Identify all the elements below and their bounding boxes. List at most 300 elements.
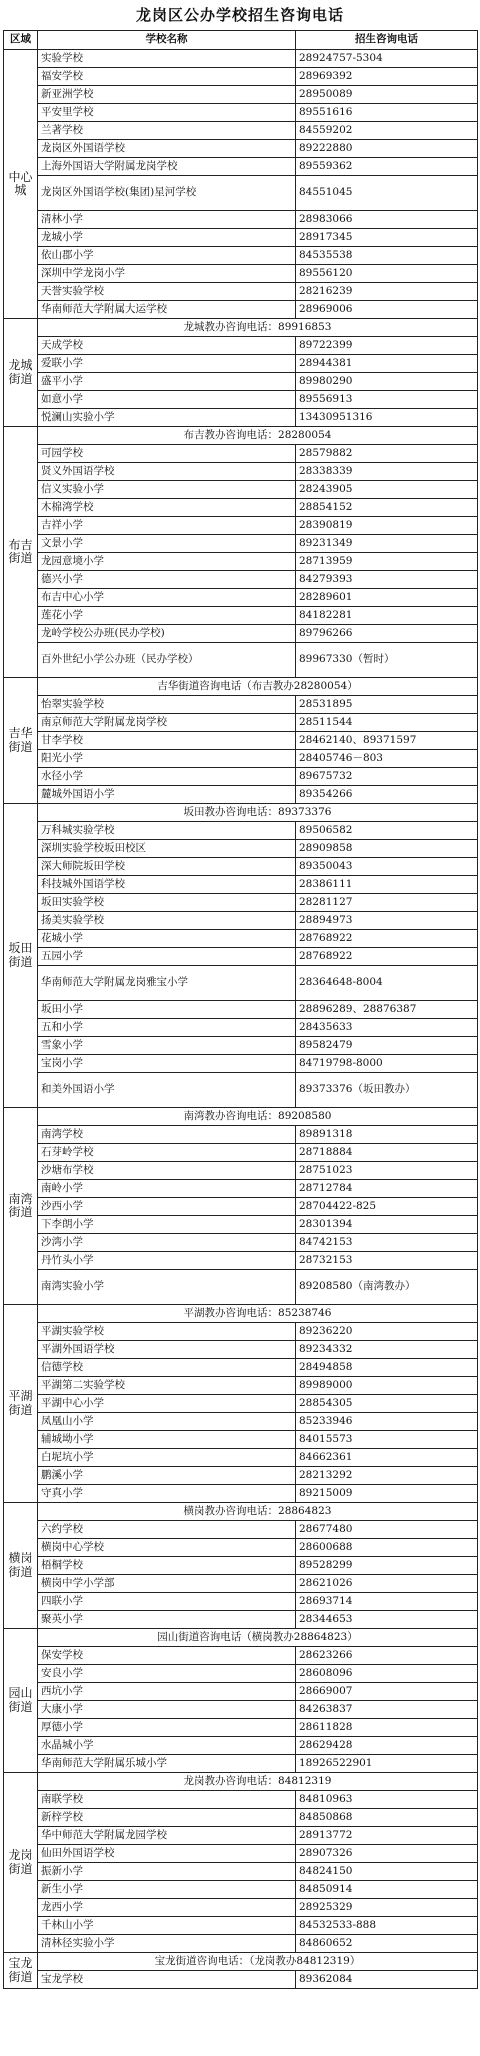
school-name: 南联学校	[38, 1791, 296, 1809]
region-text-line: 南湾	[8, 1191, 33, 1206]
phone-number: 89373376（坂田教办）	[296, 1073, 478, 1108]
phone-number: 28768922	[296, 930, 478, 948]
school-name: 深大师院坂田学校	[38, 858, 296, 876]
table-row	[4, 1019, 478, 1037]
school-name: 清林径实验小学	[38, 1935, 296, 1953]
table-row	[4, 337, 478, 355]
phone-number: 28621026	[296, 1575, 478, 1593]
region-text-line: 中心	[8, 169, 33, 184]
table-row	[4, 391, 478, 409]
region-text-line: 街道	[8, 1564, 33, 1579]
table-row	[4, 768, 478, 786]
school-name: 梧桐学校	[38, 1557, 296, 1575]
table-row	[4, 158, 478, 176]
region-text-line: 街道	[8, 1699, 33, 1714]
header-region: 区域	[4, 31, 38, 50]
table-row	[4, 607, 478, 625]
school-name: 宝岗小学	[38, 1055, 296, 1073]
phone-number: 28494858	[296, 1359, 478, 1377]
phone-number: 84279393	[296, 571, 478, 589]
district-banner-row	[4, 804, 478, 822]
region-cell	[4, 804, 38, 1108]
school-name: 德兴小学	[38, 571, 296, 589]
table-row	[4, 553, 478, 571]
table-row	[4, 948, 478, 966]
school-name: 五和小学	[38, 1019, 296, 1037]
district-hotline: 吉华街道咨询电话（布吉教办28280054）	[38, 678, 478, 696]
phone-number: 89551616	[296, 104, 478, 122]
header-school-name: 学校名称	[38, 31, 296, 50]
phone-number: 89528299	[296, 1557, 478, 1575]
phone-number: 89556120	[296, 265, 478, 283]
phone-number: 89559362	[296, 158, 478, 176]
school-name: 和美外国语小学	[38, 1073, 296, 1108]
table-row	[4, 732, 478, 750]
region-text-line: 街道	[8, 954, 33, 969]
district-banner-row	[4, 1953, 478, 1971]
table-row	[4, 1791, 478, 1809]
phone-number: 28713959	[296, 553, 478, 571]
table-row	[4, 1449, 478, 1467]
district-hotline: 龙岗教办咨询电话：84812319	[38, 1773, 478, 1791]
phone-number: 28712784	[296, 1180, 478, 1198]
table-row	[4, 1647, 478, 1665]
phone-number: 28896289、28876387	[296, 1001, 478, 1019]
district-banner-row	[4, 319, 478, 337]
phone-number: 28405746－803	[296, 750, 478, 768]
phone-number: 28913772	[296, 1827, 478, 1845]
school-name: 厚德小学	[38, 1719, 296, 1737]
table-row	[4, 301, 478, 319]
phone-number: 89891318	[296, 1126, 478, 1144]
school-name: 丹竹头小学	[38, 1252, 296, 1270]
table-row	[4, 265, 478, 283]
phone-number: 28907326	[296, 1845, 478, 1863]
phone-number: 28669007	[296, 1683, 478, 1701]
school-name: 千林山小学	[38, 1917, 296, 1935]
school-name: 仙田外国语学校	[38, 1845, 296, 1863]
region-text-line: 街道	[8, 551, 33, 565]
table-row	[4, 840, 478, 858]
school-name: 安良小学	[38, 1665, 296, 1683]
table-row	[4, 1575, 478, 1593]
table-row	[4, 1073, 478, 1108]
school-name: 鹏溪小学	[38, 1467, 296, 1485]
table-row	[4, 1377, 478, 1395]
region-text-line: 街道	[8, 371, 33, 386]
table-row	[4, 1252, 478, 1270]
phone-number: 28768922	[296, 948, 478, 966]
table-row	[4, 1216, 478, 1234]
table-row	[4, 1539, 478, 1557]
phone-number: 28338339	[296, 463, 478, 481]
district-banner-row	[4, 1503, 478, 1521]
table-header-row	[4, 31, 478, 50]
school-name: 南湾实验小学	[38, 1270, 296, 1305]
phone-number: 28944381	[296, 355, 478, 373]
table-row	[4, 50, 478, 68]
district-hotline: 横岗教办咨询电话：28864823	[38, 1503, 478, 1521]
table-row	[4, 1359, 478, 1377]
phone-number: 84850868	[296, 1809, 478, 1827]
region-text-line: 坂田	[8, 941, 33, 956]
school-name: 悦澜山实验小学	[38, 409, 296, 427]
region-cell	[4, 1305, 38, 1503]
table-row	[4, 1270, 478, 1305]
phone-number: 28511544	[296, 714, 478, 732]
region-text-line: 街道	[8, 1402, 33, 1417]
school-name: 甘李学校	[38, 732, 296, 750]
phone-number: 28611828	[296, 1719, 478, 1737]
school-name: 守真小学	[38, 1485, 296, 1503]
phone-number: 28854152	[296, 499, 478, 517]
phone-number: 89980290	[296, 373, 478, 391]
region-text-line: 横岗	[8, 1551, 33, 1566]
phone-number: 28909858	[296, 840, 478, 858]
school-name: 平湖外国语学校	[38, 1341, 296, 1359]
district-hotline: 宝龙街道咨询电话：（龙岗教办84812319）	[38, 1953, 478, 1971]
table-body	[4, 50, 478, 1989]
phone-number: 28924757-5304	[296, 50, 478, 68]
district-hotline: 园山街道咨询电话（横岗教办28864823）	[38, 1629, 478, 1647]
school-name: 水晶城小学	[38, 1737, 296, 1755]
district-banner-row	[4, 1108, 478, 1126]
table-row	[4, 481, 478, 499]
region-text-line: 吉华	[8, 726, 33, 741]
phone-number: 28531895	[296, 696, 478, 714]
phone-number: 28925329	[296, 1899, 478, 1917]
table-row	[4, 571, 478, 589]
region-text-line: 园山	[8, 1686, 33, 1701]
region-text-line: 街道	[8, 1969, 33, 1984]
phone-number: 84559202	[296, 122, 478, 140]
phone-number: 28704422-825	[296, 1198, 478, 1216]
phone-number: 28243905	[296, 481, 478, 499]
region-text-line: 街道	[8, 1205, 33, 1219]
region-cell	[4, 50, 38, 319]
school-name: 可园学校	[38, 445, 296, 463]
school-name: 木棉湾学校	[38, 499, 296, 517]
table-row	[4, 1701, 478, 1719]
table-row	[4, 1234, 478, 1252]
phone-number: 28386111	[296, 876, 478, 894]
school-name: 麓城外国语小学	[38, 786, 296, 804]
table-row	[4, 912, 478, 930]
phone-number: 28917345	[296, 229, 478, 247]
region-cell	[4, 1503, 38, 1629]
table-row	[4, 1055, 478, 1073]
school-name: 新梓学校	[38, 1809, 296, 1827]
school-name: 南京师范大学附属龙岗学校	[38, 714, 296, 732]
district-banner-row	[4, 427, 478, 445]
region-cell	[4, 319, 38, 427]
region-cell	[4, 678, 38, 804]
table-row	[4, 1917, 478, 1935]
school-name: 华南师范大学附属乐城小学	[38, 1755, 296, 1773]
phone-number: 28608096	[296, 1665, 478, 1683]
table-row	[4, 589, 478, 607]
phone-number: 28344653	[296, 1611, 478, 1629]
table-row	[4, 714, 478, 732]
table-row	[4, 1521, 478, 1539]
school-name: 福安学校	[38, 68, 296, 86]
table-row	[4, 1037, 478, 1055]
phone-number: 28983066	[296, 211, 478, 229]
school-name: 平湖第二实验学校	[38, 1377, 296, 1395]
table-row	[4, 750, 478, 768]
school-name: 坂田小学	[38, 1001, 296, 1019]
phone-number: 28579882	[296, 445, 478, 463]
table-row	[4, 1198, 478, 1216]
school-name: 花城小学	[38, 930, 296, 948]
school-name: 五园小学	[38, 948, 296, 966]
table-row	[4, 1144, 478, 1162]
school-name: 上海外国语大学附属龙岗学校	[38, 158, 296, 176]
table-row	[4, 1126, 478, 1144]
phone-number: 84182281	[296, 607, 478, 625]
phone-number: 85233946	[296, 1413, 478, 1431]
phone-number: 28364648-8004	[296, 966, 478, 1001]
table-row	[4, 1827, 478, 1845]
phone-number: 28969006	[296, 301, 478, 319]
table-row	[4, 535, 478, 553]
phone-number: 28600688	[296, 1539, 478, 1557]
phone-number: 89582479	[296, 1037, 478, 1055]
school-name: 华南师范大学附属大运学校	[38, 301, 296, 319]
school-name: 如意小学	[38, 391, 296, 409]
table-row	[4, 1971, 478, 1989]
school-name: 信义实验小学	[38, 481, 296, 499]
school-name: 深圳实验学校坂田校区	[38, 840, 296, 858]
phone-number: 84535538	[296, 247, 478, 265]
phone-number: 28301394	[296, 1216, 478, 1234]
district-hotline: 平湖教办咨询电话：85238746	[38, 1305, 478, 1323]
phone-number: 84860652	[296, 1935, 478, 1953]
table-row	[4, 786, 478, 804]
table-row	[4, 1341, 478, 1359]
region-text-line: 街道	[8, 1861, 33, 1876]
phone-number: 84742153	[296, 1234, 478, 1252]
table-row	[4, 1683, 478, 1701]
school-name: 沙西小学	[38, 1198, 296, 1216]
region-text-line: 街道	[8, 739, 33, 754]
phone-number: 28677480	[296, 1521, 478, 1539]
phone-number: 89208580（南湾教办）	[296, 1270, 478, 1305]
school-name: 盛平小学	[38, 373, 296, 391]
district-hotline: 南湾教办咨询电话：89208580	[38, 1108, 478, 1126]
table-row	[4, 211, 478, 229]
table-row	[4, 822, 478, 840]
phone-number: 89796266	[296, 625, 478, 643]
phone-number: 28216239	[296, 283, 478, 301]
phone-number: 28390819	[296, 517, 478, 535]
school-name: 清林小学	[38, 211, 296, 229]
school-name: 新生小学	[38, 1881, 296, 1899]
phone-number: 28693714	[296, 1593, 478, 1611]
phone-number: 84532533-888	[296, 1917, 478, 1935]
table-row	[4, 86, 478, 104]
phone-number: 13430951316	[296, 409, 478, 427]
phone-number: 84824150	[296, 1863, 478, 1881]
phone-number: 28732153	[296, 1252, 478, 1270]
table-row	[4, 1557, 478, 1575]
table-row	[4, 122, 478, 140]
school-name: 布吉中心小学	[38, 589, 296, 607]
table-row	[4, 1180, 478, 1198]
table-row	[4, 140, 478, 158]
school-name: 平湖中心小学	[38, 1395, 296, 1413]
school-name: 横岗中心学校	[38, 1539, 296, 1557]
region-text-line: 平湖	[8, 1389, 33, 1404]
table-row	[4, 1162, 478, 1180]
district-hotline: 坂田教办咨询电话：89373376	[38, 804, 478, 822]
phone-number: 89506582	[296, 822, 478, 840]
phone-number: 89556913	[296, 391, 478, 409]
school-name: 辅城坳小学	[38, 1431, 296, 1449]
school-name: 聚英小学	[38, 1611, 296, 1629]
table-row	[4, 1593, 478, 1611]
school-name: 龙岗区外国语学校(集团)星河学校	[38, 176, 296, 211]
table-row	[4, 463, 478, 481]
table-row	[4, 1809, 478, 1827]
table-row	[4, 1485, 478, 1503]
school-name: 怡翠实验学校	[38, 696, 296, 714]
phone-number: 28894973	[296, 912, 478, 930]
school-name: 百外世纪小学公办班（民办学校）	[38, 643, 296, 678]
school-name: 莲花小学	[38, 607, 296, 625]
school-name: 石芽岭学校	[38, 1144, 296, 1162]
phone-number: 89989000	[296, 1377, 478, 1395]
phone-number: 89231349	[296, 535, 478, 553]
region-cell	[4, 1773, 38, 1953]
region-text-line: 龙岗	[8, 1848, 33, 1863]
school-name: 雪象小学	[38, 1037, 296, 1055]
table-row	[4, 1413, 478, 1431]
region-text-line: 宝龙	[8, 1956, 33, 1971]
school-name: 平安里学校	[38, 104, 296, 122]
phone-number: 84263837	[296, 1701, 478, 1719]
school-name: 坂田实验学校	[38, 894, 296, 912]
table-row	[4, 355, 478, 373]
phone-number: 28629428	[296, 1737, 478, 1755]
school-name: 天成学校	[38, 337, 296, 355]
table-row	[4, 1935, 478, 1953]
school-name: 龙岗区外国语学校	[38, 140, 296, 158]
table-row	[4, 894, 478, 912]
school-name: 华南师范大学附属龙岗雅宝小学	[38, 966, 296, 1001]
phone-number: 28289601	[296, 589, 478, 607]
table-row	[4, 696, 478, 714]
phone-number: 89722399	[296, 337, 478, 355]
district-banner-row	[4, 1629, 478, 1647]
district-hotline: 龙城教办咨询电话：89916853	[38, 319, 478, 337]
phone-number: 84719798-8000	[296, 1055, 478, 1073]
phone-number: 28435633	[296, 1019, 478, 1037]
table-row	[4, 247, 478, 265]
table-row	[4, 104, 478, 122]
school-name: 华中师范大学附属龙园学校	[38, 1827, 296, 1845]
phone-number: 89362084	[296, 1971, 478, 1989]
table-row	[4, 1665, 478, 1683]
school-name: 保安学校	[38, 1647, 296, 1665]
table-row	[4, 1863, 478, 1881]
school-name: 横岗中学小学部	[38, 1575, 296, 1593]
table-row	[4, 625, 478, 643]
school-name: 凤凰山小学	[38, 1413, 296, 1431]
school-name: 下李朗小学	[38, 1216, 296, 1234]
table-row	[4, 373, 478, 391]
school-name: 沙塘布学校	[38, 1162, 296, 1180]
phone-number: 89350043	[296, 858, 478, 876]
phone-number: 84015573	[296, 1431, 478, 1449]
phone-number: 89234332	[296, 1341, 478, 1359]
school-name: 白坭坑小学	[38, 1449, 296, 1467]
table-row	[4, 876, 478, 894]
district-banner-row	[4, 1305, 478, 1323]
school-name: 贤义外国语学校	[38, 463, 296, 481]
table-row	[4, 1611, 478, 1629]
table-row	[4, 176, 478, 211]
table-row	[4, 966, 478, 1001]
phone-number: 89236220	[296, 1323, 478, 1341]
district-banner-row	[4, 678, 478, 696]
phone-number: 28213292	[296, 1467, 478, 1485]
phone-number: 28751023	[296, 1162, 478, 1180]
phone-number: 84662361	[296, 1449, 478, 1467]
school-name: 龙园意境小学	[38, 553, 296, 571]
phone-number: 28462140、89371597	[296, 732, 478, 750]
table-row	[4, 229, 478, 247]
phone-number: 28854305	[296, 1395, 478, 1413]
school-name: 平湖实验学校	[38, 1323, 296, 1341]
district-banner-row	[4, 1773, 478, 1791]
table-row	[4, 1395, 478, 1413]
school-name: 阳光小学	[38, 750, 296, 768]
table-row	[4, 930, 478, 948]
phone-number: 89222880	[296, 140, 478, 158]
region-cell	[4, 1953, 38, 1989]
region-cell	[4, 1629, 38, 1773]
table-row	[4, 68, 478, 86]
header-phone: 招生咨询电话	[296, 31, 478, 50]
page-title: 龙岗区公办学校招生咨询电话	[135, 6, 344, 24]
table-row	[4, 409, 478, 427]
school-name: 南岭小学	[38, 1180, 296, 1198]
phone-number: 89354266	[296, 786, 478, 804]
table-row	[4, 1845, 478, 1863]
phone-number: 28718884	[296, 1144, 478, 1162]
school-name: 龙城小学	[38, 229, 296, 247]
phone-number: 28623266	[296, 1647, 478, 1665]
table-row	[4, 1719, 478, 1737]
school-name: 信德学校	[38, 1359, 296, 1377]
phone-number: 28281127	[296, 894, 478, 912]
region-text-line: 龙城	[8, 358, 33, 373]
region-text-line: 城	[14, 183, 27, 197]
school-phone-table	[3, 30, 478, 1989]
school-name: 大康小学	[38, 1701, 296, 1719]
school-name: 科技城外国语学校	[38, 876, 296, 894]
table-row	[4, 643, 478, 678]
phone-number: 28950089	[296, 86, 478, 104]
table-row	[4, 858, 478, 876]
region-cell	[4, 1108, 38, 1305]
table-row	[4, 445, 478, 463]
table-row	[4, 1737, 478, 1755]
table-row	[4, 1467, 478, 1485]
school-name: 水径小学	[38, 768, 296, 786]
school-name: 沙湾小学	[38, 1234, 296, 1252]
